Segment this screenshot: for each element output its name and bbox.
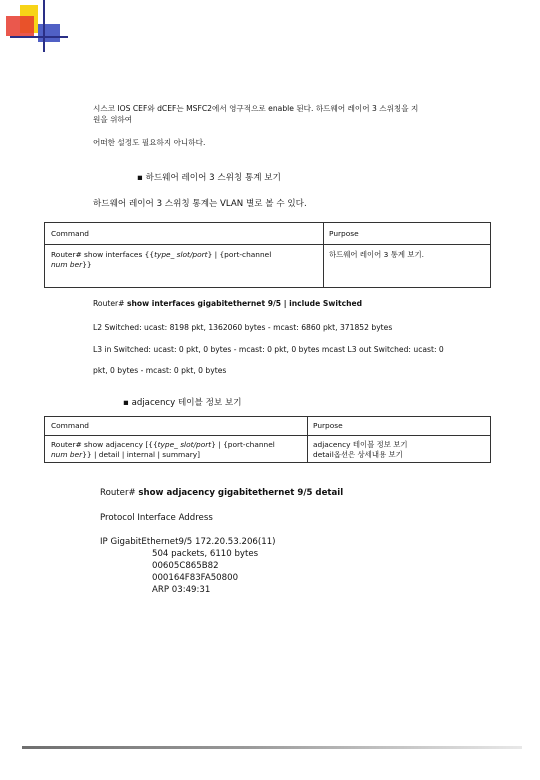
example1-command	[93, 298, 362, 309]
cmd-arg: type_ slot/port	[154, 250, 208, 259]
logo-red-block	[6, 16, 34, 36]
cmd-text: }} | detail | internal | summary]	[82, 450, 201, 459]
table1-command-cell	[51, 250, 311, 270]
table1-header-purpose: Purpose	[329, 229, 359, 238]
table2-command-cell	[51, 440, 303, 460]
intro-line-1: 시스코 IOS CEF와 dCEF는 MSFC2에서 영구적으로 enable 된다. 하드웨어 레이어 3 스위칭을 지	[93, 104, 419, 113]
example2-line-2: 504 packets, 6110 bytes	[152, 549, 259, 559]
example2-line-1: IP GigabitEthernet9/5 172.20.53.206(11)	[100, 537, 276, 547]
cmd-text: Router# show interfaces {{	[51, 250, 155, 259]
logo-horizontal-line	[10, 36, 68, 38]
example2-line-3: 00605C865B82	[152, 561, 219, 571]
prompt: Router#	[100, 488, 136, 498]
table-divider	[307, 417, 308, 462]
table-divider	[45, 244, 490, 245]
example2-command	[100, 488, 343, 498]
example2-header: Protocol Interface Address	[100, 513, 213, 523]
command-table-1	[44, 222, 491, 288]
cmd-arg: num ber	[51, 450, 83, 459]
cmd-text: } | {port-channel	[211, 440, 275, 449]
example1-l3a: L3 in Switched: ucast: 0 pkt, 0 bytes - mcast: 0 pkt, 0 bytes mcast L3 out Switched: ucast: 0	[93, 345, 444, 354]
cmd-text: }}	[82, 260, 92, 269]
intro-line-2: 원을 위하여	[93, 115, 133, 124]
section1-heading-text: 하드웨어 레이어 3 스위칭 통계 보기	[145, 173, 281, 183]
example1-l2: L2 Switched: ucast: 8198 pkt, 1362060 bytes - mcast: 6860 pkt, 371852 bytes	[93, 323, 393, 332]
footer-bar	[22, 746, 522, 749]
section1-subtext: 하드웨어 레이어 3 스위칭 통계는 VLAN 별로 볼 수 있다.	[93, 199, 307, 209]
command-text: show interfaces gigabitethernet 9/5 | include Switched	[126, 299, 363, 308]
intro-line-3: 어떠한 설정도 필요하지 아니하다.	[93, 138, 206, 147]
section1-heading	[137, 171, 281, 183]
prompt: Router#	[93, 299, 125, 308]
command-table-2	[44, 416, 491, 463]
table2-header-command: Command	[51, 421, 89, 430]
table-divider	[323, 223, 324, 287]
table2-header-purpose: Purpose	[313, 421, 343, 430]
table1-header-command: Command	[51, 229, 89, 238]
logo-vertical-line	[43, 0, 45, 52]
cmd-text: } | {port-channel	[207, 250, 272, 259]
section2-heading	[123, 396, 242, 408]
purpose-line: adjacency 테이블 정보 보기	[313, 440, 408, 449]
cmd-text: Router# show adjacency [{{	[51, 440, 158, 449]
example2-line-4: 000164F83FA50800	[152, 573, 239, 583]
cmd-arg: num ber	[51, 260, 83, 269]
section2-heading-text: adjacency 테이블 정보 보기	[131, 398, 242, 408]
logo-blue-block	[38, 24, 60, 42]
bullet-icon: ▪	[137, 173, 146, 183]
table-divider	[45, 435, 490, 436]
example2-line-5: ARP 03:49:31	[152, 585, 211, 595]
bullet-icon: ▪	[123, 398, 132, 408]
table1-purpose-cell: 하드웨어 레이어 3 통계 보기.	[329, 250, 424, 259]
table2-purpose-cell	[313, 440, 408, 460]
cmd-arg: type_ slot/port	[157, 440, 212, 449]
purpose-line: detail옵션은 상세내용 보기	[313, 450, 403, 459]
example1-l3b: pkt, 0 bytes - mcast: 0 pkt, 0 bytes	[93, 366, 227, 375]
command-text: show adjacency gigabitethernet 9/5 detail	[138, 488, 344, 498]
